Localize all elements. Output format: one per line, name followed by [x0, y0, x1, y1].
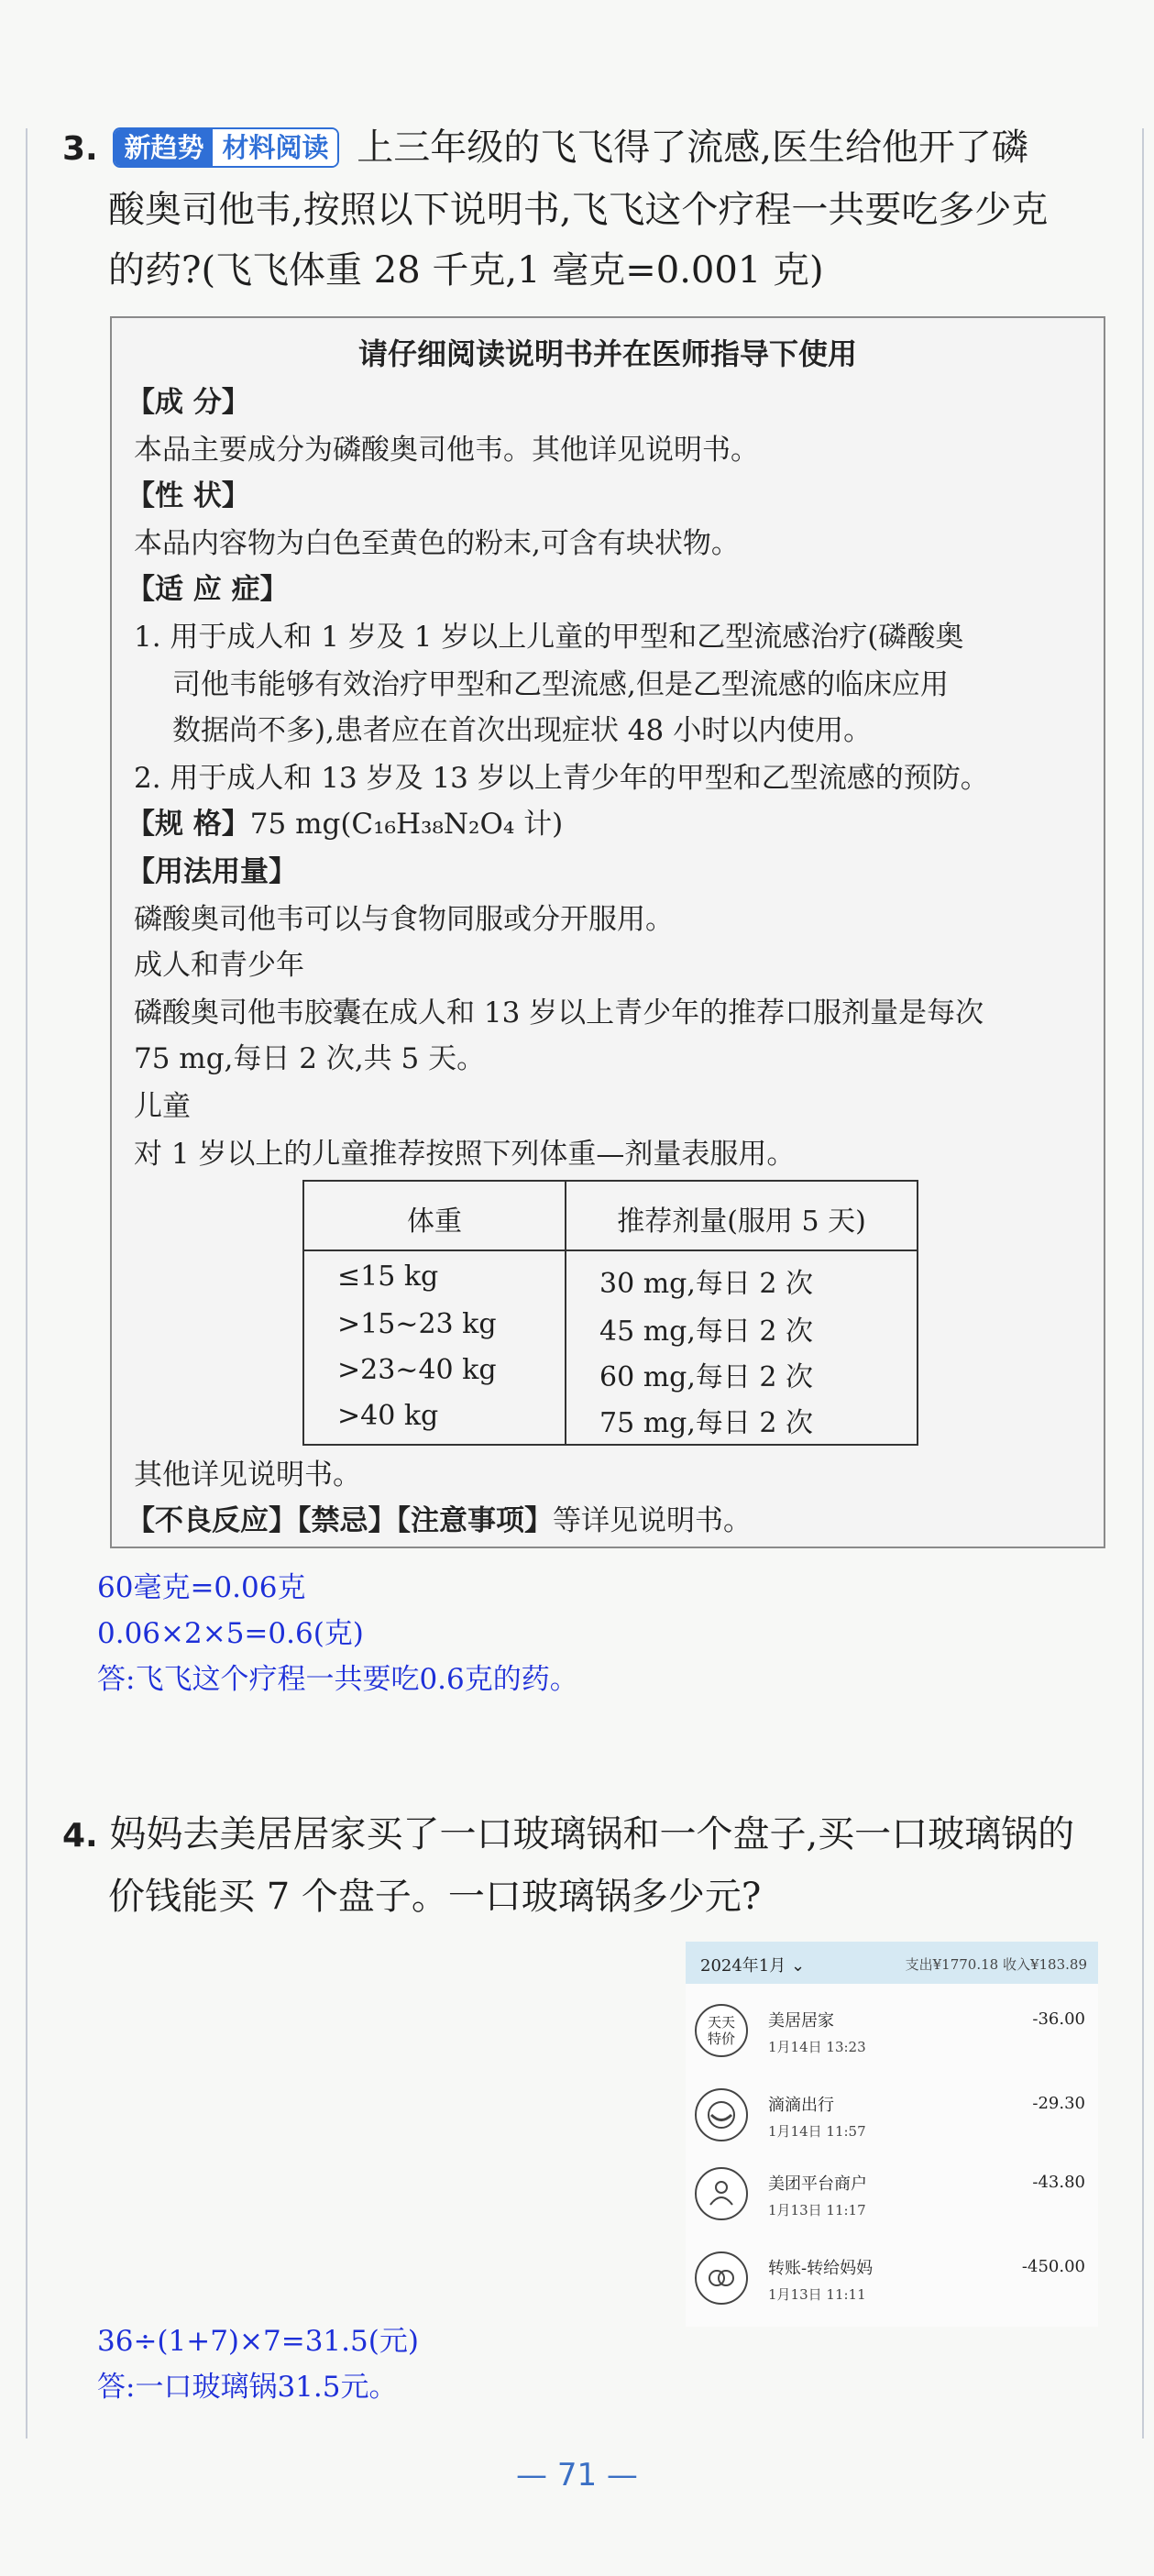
footer-sections: 【不良反应】【禁忌】【注意事项】	[126, 1504, 553, 1537]
record-amount: -43.80	[1032, 2173, 1085, 2192]
record-amount: -29.30	[1032, 2094, 1085, 2113]
q4-text-1: 妈妈去美居居家买了一口玻璃锅和一个盘子,买一口玻璃锅的	[109, 1813, 1075, 1855]
taxi-icon	[695, 2088, 748, 2141]
record-name: 美居居家	[768, 2011, 834, 2031]
q3-answer-line-1: 60毫克=0.06克	[97, 1571, 306, 1604]
record-name: 转账-转给妈妈	[768, 2259, 874, 2278]
table-row-weight: >15~23 kg	[337, 1308, 497, 1340]
medicine-leaflet	[110, 316, 1105, 1548]
record-amount: -450.00	[1021, 2257, 1085, 2276]
indication-2: 2. 用于成人和 13 岁及 13 岁以上青少年的甲型和乙型流感的预防。	[134, 762, 989, 795]
q3-text-1: 上三年级的飞飞得了流感,医生给他开了磷	[357, 127, 1028, 169]
record-name: 滴滴出行	[768, 2096, 834, 2115]
store-icon-text: 天天特价	[707, 2014, 735, 2047]
payment-header	[686, 1942, 1098, 1984]
right-margin-rule	[1142, 128, 1144, 2438]
indication-1-line-3: 数据尚不多),患者应在首次出现症状 48 小时以内使用。	[172, 714, 873, 747]
record-time: 1月14日 11:57	[768, 2123, 866, 2140]
record-amount: -36.00	[1032, 2009, 1085, 2029]
record-time: 1月13日 11:17	[768, 2202, 866, 2218]
indication-1-line-1: 1. 用于成人和 1 岁及 1 岁以上儿童的甲型和乙型流感治疗(磷酸奥	[134, 621, 964, 654]
table-row-weight: ≤15 kg	[337, 1260, 439, 1293]
child-text: 对 1 岁以上的儿童推荐按照下列体重—剂量表服用。	[134, 1138, 796, 1171]
section-property: 【性 状】	[126, 479, 250, 512]
spec-text: 75 mg(C₁₆H₃₈N₂O₄ 计)	[249, 808, 564, 841]
dose-table	[302, 1180, 918, 1446]
spec-line	[126, 800, 563, 842]
adult-heading: 成人和青少年	[134, 949, 304, 982]
leaflet-title: 请仔细阅读说明书并在医师指导下使用	[357, 336, 857, 371]
page-number: — 71 —	[516, 2457, 638, 2493]
child-heading: 儿童	[134, 1090, 191, 1123]
q3-number: 3.	[62, 130, 98, 168]
transfer-icon	[695, 2251, 748, 2305]
q3-answer-line-3: 答:飞飞这个疗程一共要吃0.6克的药。	[97, 1663, 578, 1696]
tag-trend: 新趋势	[115, 129, 213, 166]
people-icon	[695, 2167, 748, 2220]
table-row-dose: 75 mg,每日 2 次	[599, 1407, 814, 1439]
q4-line-1	[62, 1804, 1074, 1866]
indication-1-line-2: 司他韦能够有效治疗甲型和乙型流感,但是乙型流感的临床应用	[172, 668, 949, 701]
record-time: 1月13日 11:11	[768, 2286, 866, 2303]
property-text: 本品内容物为白色至黄色的粉末,可含有块状物。	[134, 527, 740, 560]
other-text: 其他详见说明书。	[134, 1459, 361, 1492]
table-header-dose: 推荐剂量(服用 5 天)	[617, 1205, 866, 1238]
tag-material-reading: 材料阅读	[213, 129, 337, 166]
table-row-dose: 60 mg,每日 2 次	[599, 1361, 814, 1393]
left-margin-rule	[26, 128, 27, 2438]
month-selector[interactable]: 2024年1月 ⌄	[700, 1956, 806, 1976]
adult-text-1: 磷酸奥司他韦胶囊在成人和 13 岁以上青少年的推荐口服剂量是每次	[134, 996, 984, 1029]
table-divider-h	[304, 1249, 917, 1251]
q4-answer-line-2: 答:一口玻璃锅31.5元。	[97, 2371, 398, 2404]
table-row-weight: >23~40 kg	[337, 1354, 497, 1386]
q3-answer-line-2: 0.06×2×5=0.6(克)	[97, 1617, 364, 1650]
table-row-dose: 45 mg,每日 2 次	[599, 1316, 814, 1348]
section-indication: 【适 应 症】	[126, 573, 289, 606]
section-usage: 【用法用量】	[126, 855, 297, 888]
record-time: 1月14日 13:23	[768, 2039, 866, 2055]
footer-text: 等详见说明书。	[553, 1504, 752, 1537]
ingredient-text: 本品主要成分为磷酸奥司他韦。其他详见说明书。	[134, 434, 759, 467]
q4-number: 4.	[62, 1817, 98, 1855]
section-spec: 【规 格】	[126, 808, 250, 841]
q3-tag	[113, 127, 339, 168]
table-header-weight: 体重	[407, 1205, 462, 1238]
q3-line-1	[62, 117, 1028, 180]
store-icon	[695, 2004, 748, 2057]
month-summary: 支出¥1770.18 收入¥183.89	[905, 1956, 1087, 1973]
q4-line-2: 价钱能买 7 个盘子。一口玻璃锅多少元?	[108, 1876, 762, 1918]
leaflet-footer	[126, 1497, 752, 1538]
adult-text-2: 75 mg,每日 2 次,共 5 天。	[134, 1042, 486, 1075]
record-name: 美团平台商户	[768, 2174, 867, 2194]
table-row-weight: >40 kg	[337, 1400, 439, 1432]
q3-line-3: 的药?(飞飞体重 28 千克,1 毫克=0.001 克)	[108, 249, 824, 292]
q3-line-2: 酸奥司他韦,按照以下说明书,飞飞这个疗程一共要吃多少克	[108, 189, 1049, 231]
table-row-dose: 30 mg,每日 2 次	[599, 1268, 814, 1300]
payment-records	[686, 1942, 1098, 2327]
usage-text: 磷酸奥司他韦可以与食物同服或分开服用。	[134, 903, 674, 936]
section-ingredient: 【成 分】	[126, 386, 250, 419]
q4-answer-line-1: 36÷(1+7)×7=31.5(元)	[97, 2325, 419, 2358]
